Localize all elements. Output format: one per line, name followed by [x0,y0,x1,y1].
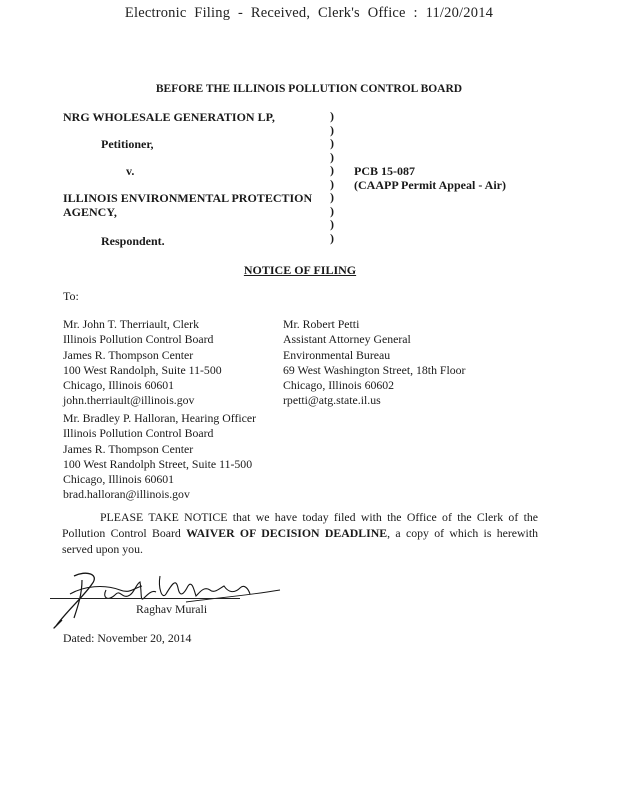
notice-title: NOTICE OF FILING [243,263,357,277]
addressee-clerk: Mr. John T. Therriault, Clerk Illinois Pollution Control Board James R. Thompson Center 100 West Randolph, Suite 11-500 Chicago, Illinois 60601 john.therriault@illinois.gov [63,317,222,408]
addressee-attorney-general: Mr. Robert Petti Assistant Attorney General Environmental Bureau 69 West Washington Street, 18th Floor Chicago, Illinois 60602 rpetti@atg.state.il.us [283,317,466,408]
signatory-name: Raghav Murali [136,602,208,616]
case-number: PCB 15-087 [354,164,415,178]
dated-line: Dated: November 20, 2014 [63,631,192,645]
document-title: WAIVER OF DECISION DEADLINE [186,526,388,540]
signature-graphic [44,568,284,632]
addressee-hearing-officer: Mr. Bradley P. Halloran, Hearing Officer Illinois Pollution Control Board James R. Thompson Center 100 West Randolph Street, Suite 11-500 Chicago, Illinois 60601 brad.halloran@illinois.gov [63,411,257,502]
caption-bracket-column: ) ) ) ) ) ) ) ) ) ) [330,109,334,245]
respondent-role: Respondent. [101,234,165,248]
case-type: (CAAPP Permit Appeal - Air) [354,178,506,192]
signature-line [50,598,240,599]
respondent-name-line-1: ILLINOIS ENVIRONMENTAL PROTECTION [63,191,313,205]
filing-stamp: Electronic Filing - Received, Clerk's Office : 11/20/2014 [124,5,494,21]
respondent-name-line-2: AGENCY, [63,205,117,219]
petitioner-role: Petitioner, [101,137,154,151]
versus: v. [126,164,135,178]
petitioner-name: NRG WHOLESALE GENERATION LP, [63,110,275,124]
to-label: To: [63,289,79,303]
board-title: BEFORE THE ILLINOIS POLLUTION CONTROL BOARD [155,83,463,95]
notice-paragraph: PLEASE TAKE NOTICE that we have today filed with the Office of the Clerk of the Pollution Control Board WAIVER OF DECISION DEADLINE, a copy of which is herewith served upon you. [62,510,538,556]
